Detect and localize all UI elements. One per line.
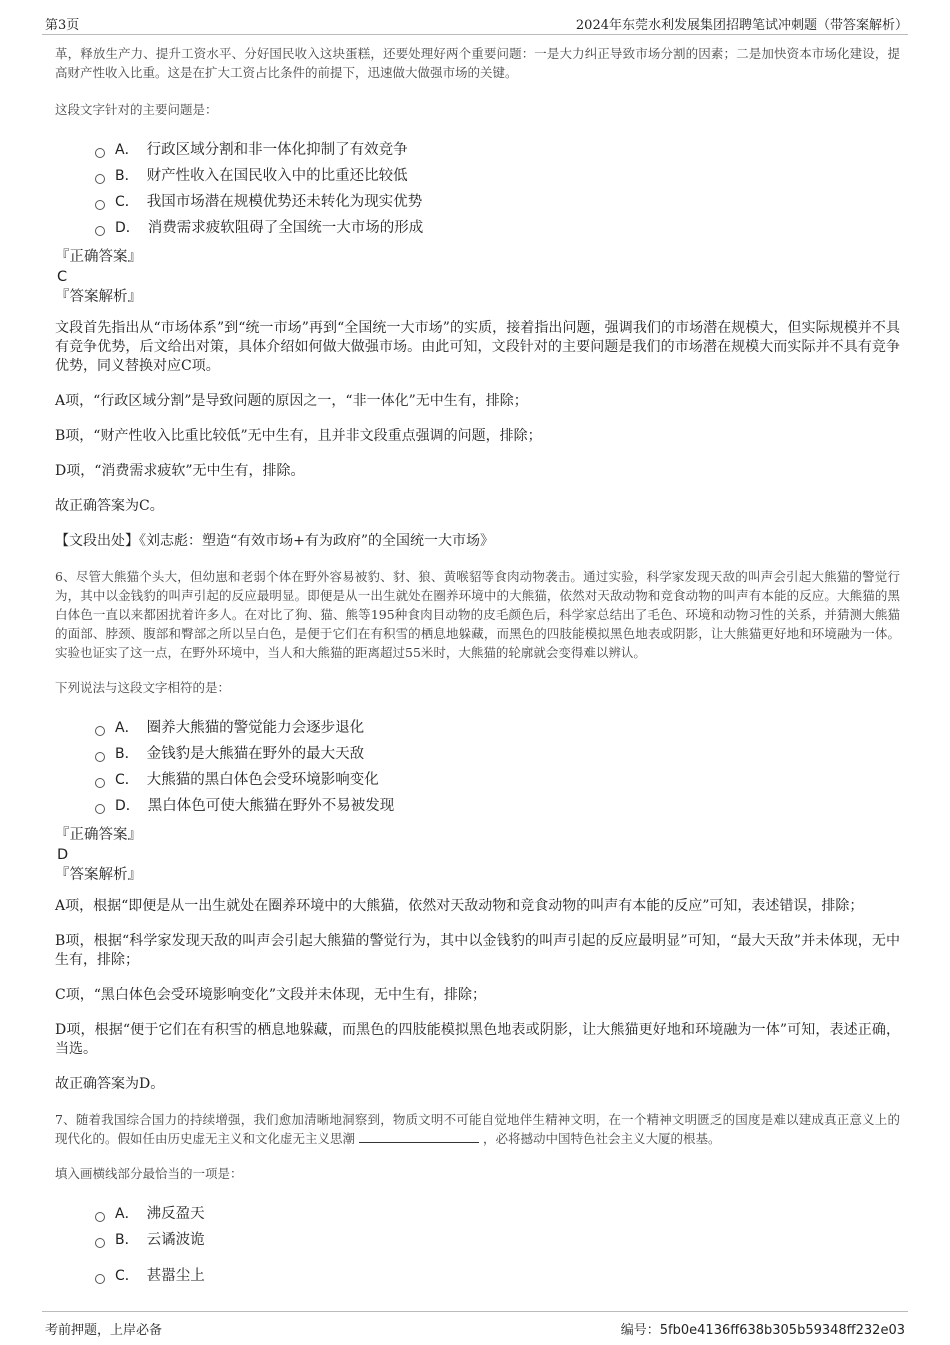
q6-question: 下列说法与这段文字相符的是： — [55, 680, 231, 695]
radio-icon[interactable] — [95, 1274, 105, 1284]
radio-icon[interactable] — [95, 752, 105, 762]
q6-option-a[interactable]: A． 圈养大熊猫的警觉能力会逐步退化 — [95, 715, 900, 741]
q5-question: 这段文字针对的主要问题是： — [55, 102, 218, 117]
q6-analysis-0: A项，根据“即便是从一出生就处在圈养环境中的大熊猫，依然对天敌动物和竞食动物的叫声有本能的反应”可知，表述错误，排除； — [55, 898, 864, 914]
radio-icon[interactable] — [95, 778, 105, 788]
q7-option-c[interactable]: C． 甚嚣尘上 — [95, 1263, 900, 1289]
radio-icon[interactable] — [95, 1212, 105, 1222]
fill-blank — [359, 1130, 479, 1143]
q5-analysis-1: A项，“行政区域分割”是导致问题的原因之一，“非一体化”无中生有，排除； — [55, 393, 528, 409]
q6-analysis-1: B项，根据“科学家发现天敌的叫声会引起大熊猫的警觉行为，其中以金钱豹的叫声引起的反应最明显”可知，“最大天敌”并未体现，无中生有，排除； — [55, 933, 900, 968]
q5-analysis-0: 文段首先指出从“市场体系”到“统一市场”再到“全国统一大市场”的实质，接着指出问题，强调我们的市场潜在规模大，但实际规模并不具有竞争优势，后文给出对策，具体介绍如何做大做强市场。由此可知，文段针对的主要问题是我们的市场潜在规模大而实际并不具有竞争优势，同义替换对应C项。 — [55, 320, 900, 374]
footer-slogan: 考前押题，上岸必备 — [45, 1323, 163, 1338]
q7-question: 填入画横线部分最恰当的一项是： — [55, 1166, 243, 1181]
q7-options — [95, 1201, 900, 1289]
q5-option-c[interactable]: C． 我国市场潜在规模优势还未转化为现实优势 — [95, 189, 900, 215]
radio-icon[interactable] — [95, 148, 105, 158]
q7-option-b[interactable]: B． 云谲波诡 — [95, 1227, 900, 1253]
footer-divider — [42, 1311, 908, 1312]
q5-option-b[interactable]: B． 财产性收入在国民收入中的比重还比较低 — [95, 163, 900, 189]
page-content — [55, 44, 900, 1289]
q5-stem: 革，释放生产力、提升工资水平、分好国民收入这块蛋糕，还要处理好两个重要问题：一是大力纠正导致市场分割的因素；二是加快资本市场化建设，提高财产性收入比重。这是在扩大工资占比条件的前提下，迅速做大做强市场的关键。 — [55, 46, 900, 80]
q5-analysis-label: 『答案解析』 — [55, 289, 142, 305]
q6-analysis-label: 『答案解析』 — [55, 867, 142, 883]
q7-option-a[interactable]: A． 沸反盈天 — [95, 1201, 900, 1227]
q5-option-d[interactable]: D． 消费需求疲软阻碍了全国统一大市场的形成 — [95, 215, 900, 241]
q6-option-c[interactable]: C． 大熊猫的黑白体色会受环境影响变化 — [95, 767, 900, 793]
document-title: 2024年东莞水利发展集团招聘笔试冲刺题（带答案解析） — [575, 18, 908, 33]
q6-analysis-4: 故正确答案为D。 — [55, 1076, 165, 1092]
q5-analysis-2: B项，“财产性收入比重比较低”无中生有，且并非文段重点强调的问题，排除； — [55, 428, 542, 444]
q6-stem: 6、尽管大熊猫个头大，但幼崽和老弱个体在野外容易被豹、豺、狼、黄喉貂等食肉动物袭击。通过实验，科学家发现天敌的叫声会引起大熊猫的警觉行为，其中以金钱豹的叫声引起的反应最明显。即便是从一出生就处在圈养环境中的大熊猫，依然对天敌动物和竞食动物的叫声有本能的反应。大熊猫的黑白体色一直以来都困扰着许多人。在对比了狗、猫、熊等195种食肉目动物的皮毛颜色后，科学家总结出了毛色、环境和动物习性的关系，并猜测大熊猫的面部、脖颈、腹部和臀部之所以呈白色，是便于它们在有积雪的栖息地躲藏，而黑色的四肢能模拟黑色地表或阴影，让大熊猫更好地和环境融为一体。实验也证实了这一点，在野外环境中，当人和大熊猫的距离超过55米时，大熊猫的轮廓就会变得难以辨认。 — [55, 569, 900, 660]
q5-analysis-4: 故正确答案为C。 — [55, 498, 164, 514]
document-id: 编号：5fb0e4136ff638b305b59348ff232e03 — [620, 1323, 905, 1338]
q5-options — [95, 137, 900, 241]
q6-option-d[interactable]: D． 黑白体色可使大熊猫在野外不易被发现 — [95, 793, 900, 819]
radio-icon[interactable] — [95, 726, 105, 736]
q6-options — [95, 715, 900, 819]
q5-answer: C — [57, 269, 68, 285]
page-number: 第3页 — [45, 18, 80, 33]
radio-icon[interactable] — [95, 174, 105, 184]
q6-option-b[interactable]: B． 金钱豹是大熊猫在野外的最大天敌 — [95, 741, 900, 767]
q6-analysis-3: D项，根据“便于它们在有积雪的栖息地躲藏，而黑色的四肢能模拟黑色地表或阴影，让大熊猫更好地和环境融为一体”可知，表述正确，当选。 — [55, 1022, 900, 1057]
q6-answer-label: 『正确答案』 — [55, 827, 142, 843]
q5-analysis-3: D项，“消费需求疲软”无中生有，排除。 — [55, 463, 305, 479]
q5-option-a[interactable]: A． 行政区域分割和非一体化抑制了有效竞争 — [95, 137, 900, 163]
q7-stem: 7、随着我国综合国力的持续增强，我们愈加清晰地洞察到，物质文明不可能自觉地伴生精神文明，在一个精神文明匮乏的国度是难以建成真正意义上的现代化的。假如任由历史虚无主义和文化虚无主义思潮 ，必将撼动中国特色社会主义大厦的根基。 — [55, 1112, 900, 1146]
page-footer — [0, 1305, 950, 1345]
q6-analysis-2: C项，“黑白体色会受环境影响变化”文段并未体现，无中生有，排除； — [55, 987, 487, 1003]
radio-icon[interactable] — [95, 226, 105, 236]
q6-answer: D — [57, 847, 69, 863]
radio-icon[interactable] — [95, 200, 105, 210]
radio-icon[interactable] — [95, 804, 105, 814]
radio-icon[interactable] — [95, 1238, 105, 1248]
q5-answer-label: 『正确答案』 — [55, 249, 142, 265]
q5-source: 【文段出处】《刘志彪：塑造“有效市场+有为政府”的全国统一大市场》 — [55, 533, 495, 549]
